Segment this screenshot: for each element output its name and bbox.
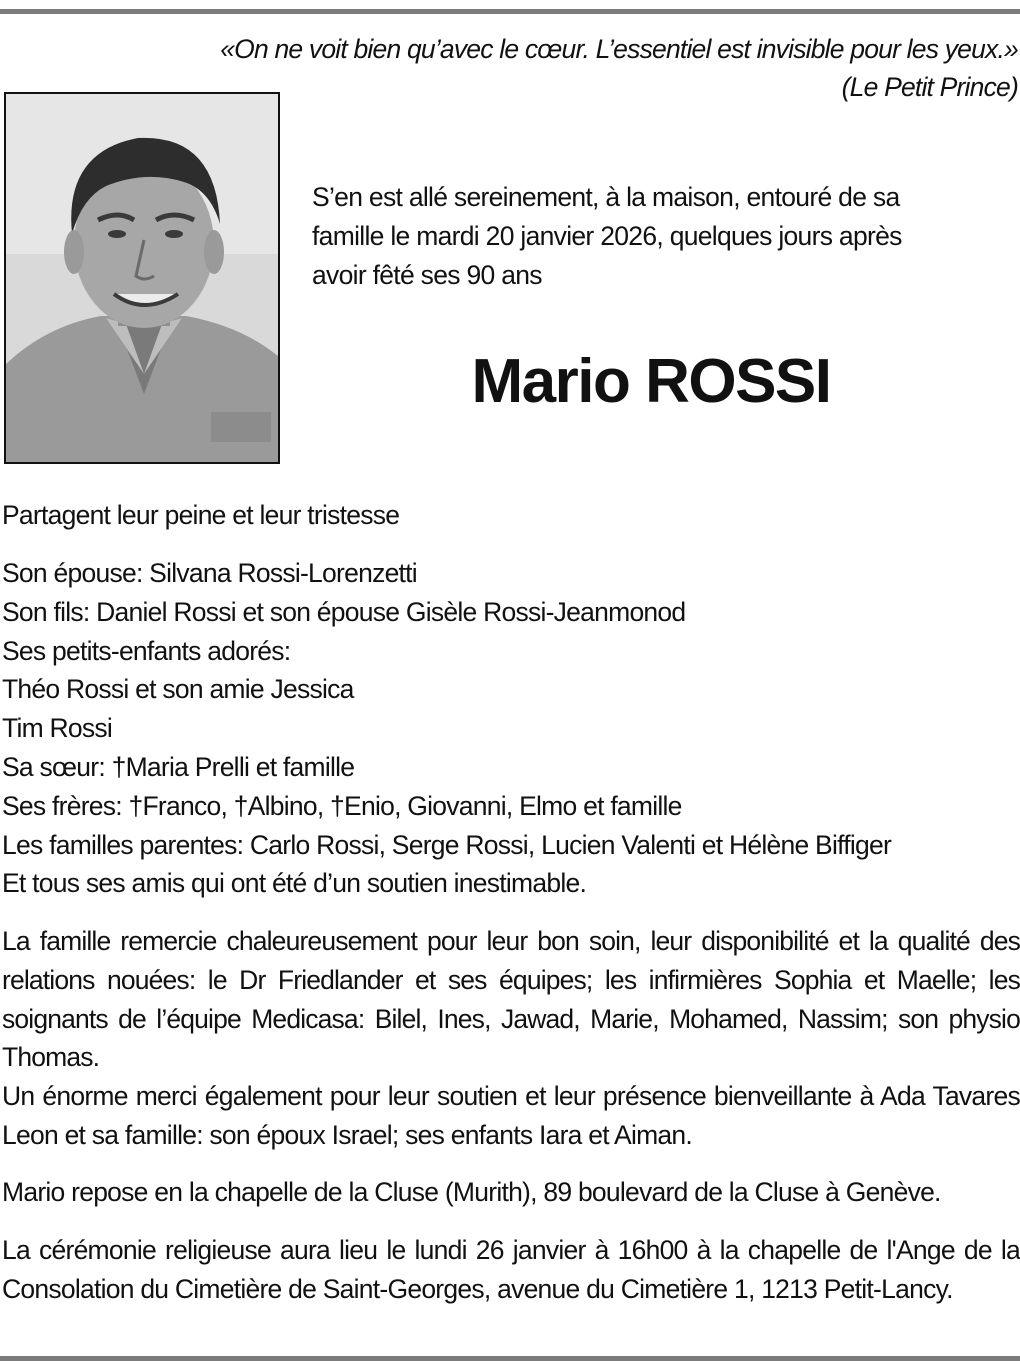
thanks-paragraph-1: La famille remercie chaleureusement pour leur bon soin, leur disponibilité et la qualité des relations nouées: le Dr Friedlander et ses équipes; les infirmières Sophia et Maelle; les soignants de l’équipe Medicasa: Bilel, Ines, Jawad, Marie, Mohamed, Nassim; son physio Thomas. xyxy=(2,926,1020,1073)
portrait-illustration xyxy=(6,94,278,462)
portrait-photo xyxy=(4,92,280,464)
intro-line: S’en est allé sereinement, à la maison, entouré de sa xyxy=(312,182,900,212)
thanks-paragraph-2: Un énorme merci également pour leur soutien et leur présence bienveillante à Ada Tavares Leon et sa famille: son époux Israel; ses enfants Iara et Aiman. xyxy=(2,1081,1020,1150)
repose-text: Mario repose en la chapelle de la Cluse (Murith), 89 boulevard de la Cluse à Genève. xyxy=(2,1177,941,1207)
top-rule xyxy=(0,9,1020,14)
epigraph-quote: «On ne voit bien qu’avec le cœur. L’essentiel est invisible pour les yeux.» xyxy=(220,34,1018,64)
intro-line: famille le mardi 20 janvier 2026, quelques jours après xyxy=(312,221,902,251)
ceremony-section xyxy=(2,1231,1020,1309)
mourner-line: Et tous ses amis qui ont été d’un soutien inestimable. xyxy=(2,868,587,899)
deceased-name: Mario ROSSI xyxy=(471,347,831,416)
mourner-line: Ses petits-enfants adorés: xyxy=(2,635,291,666)
thanks-section xyxy=(2,922,1020,1155)
mourner-line: Son fils: Daniel Rossi et son épouse Gisèle Rossi-Jeanmonod xyxy=(2,596,686,627)
mourner-line: Théo Rossi et son amie Jessica xyxy=(2,674,354,705)
intro-text xyxy=(312,178,1012,295)
repose-section xyxy=(2,1173,1020,1212)
mourner-line: Les familles parentes: Carlo Rossi, Serge Rossi, Lucien Valenti et Hélène Biffiger xyxy=(2,829,892,860)
mourners-lead-text: Partagent leur peine et leur tristesse xyxy=(2,500,400,530)
mourners-lead xyxy=(2,496,1020,535)
mourner-line: Son épouse: Silvana Rossi-Lorenzetti xyxy=(2,558,417,588)
epigraph-source: (Le Petit Prince) xyxy=(841,72,1018,102)
mourner-line: Tim Rossi xyxy=(2,713,113,744)
ceremony-text: La cérémonie religieuse aura lieu le lundi 26 janvier à 16h00 à la chapelle de l'Ange de la Consolation du Cimetière de Saint-Georges, avenue du Cimetière 1, 1213 Petit-Lancy. xyxy=(2,1235,1020,1304)
mourner-line: Ses frères: †Franco, †Albino, †Enio, Giovanni, Elmo et famille xyxy=(2,790,682,821)
bottom-rule xyxy=(0,1356,1020,1361)
mourners-list xyxy=(2,554,1020,903)
intro-line: avoir fêté ses 90 ans xyxy=(312,260,542,290)
mourner-line: Sa sœur: †Maria Prelli et famille xyxy=(2,751,355,782)
